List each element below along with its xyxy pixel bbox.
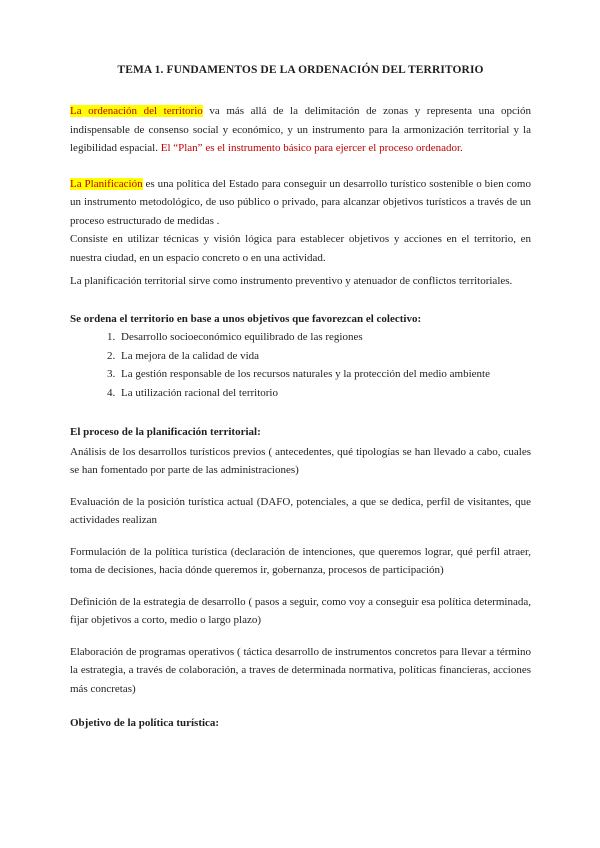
highlighted-phrase-ordenacion: La ordenación del territorio	[70, 105, 203, 117]
paragraph-consiste: Consiste en utilizar técnicas y visión lógica para establecer objetivos y acciones en el territorio, en nuestra ciudad, en un espacio concreto o en una actividad.	[70, 233, 531, 264]
objetivos-list	[70, 328, 531, 402]
paragraph-step-definicion: Definición de la estrategia de desarrollo ( pasos a seguir, como voy a conseguir esa política determinada, fijar objetivos a corto, medio o largo plazo)	[70, 595, 531, 626]
list-text: La utilización racional del territorio	[121, 386, 278, 399]
list-number: 1.	[107, 331, 116, 343]
heading-objetivos: Se ordena el territorio en base a unos objetivos que favorezcan el colectivo:	[70, 312, 422, 325]
list-item	[107, 328, 531, 347]
heading-objetivo-politica: Objetivo de la política turística:	[70, 717, 220, 729]
paragraph-ordenacion	[70, 102, 531, 158]
paragraph-text: es una política del Estado para conseguir un desarrollo turístico sostenible o bien como un instrumento metodológico, de uso público o privado, para alcanzar objetivos turísticos a través de un proceso estructurado de medidas .	[70, 177, 531, 227]
red-sentence-plan: El “Plan” es el instrumento básico para ejercer el proceso ordenador.	[160, 142, 463, 154]
heading-proceso: El proceso de la planificación territorial:	[70, 426, 261, 438]
list-number: 4.	[107, 386, 116, 399]
paragraph-step-evaluacion: Evaluación de la posición turística actual (DAFO, potenciales, a que se dedica, perfil de visitantes, que actividades realizan	[70, 495, 531, 526]
list-number: 2.	[107, 349, 116, 362]
paragraph-step-formulacion: Formulación de la política turística (declaración de intenciones, que queremos lograr, qué perfil atraer, toma de decisiones, hacia dónde queremos ir, gobernanza, procesos de participación)	[70, 545, 531, 576]
paragraph-planificacion	[70, 175, 531, 231]
highlighted-phrase-planificacion: La Planificación	[70, 177, 143, 190]
list-item	[107, 347, 531, 366]
list-text: Desarrollo socioeconómico equilibrado de las regiones	[121, 331, 363, 343]
list-item	[107, 365, 531, 384]
paragraph-text: va más allá de la delimitación de zonas y representa una opción indispensable de consenso social y económico, y un instrumento para la armonización territorial y la legibilidad espacial.	[70, 105, 531, 154]
paragraph-step-analisis: Análisis de los desarrollos turísticos previos ( antecedentes, qué tipologías se han llevado a cabo, cuales se han fomentado por parte de las administraciones)	[70, 445, 531, 476]
list-item	[107, 384, 531, 403]
paragraph-step-elaboracion: Elaboración de programas operativos ( táctica desarrollo de instrumentos concretos para llevar a término la estrategia, a través de colaboración, a traves de determinada normativa, políticas financieras, acciones más concretas)	[70, 645, 531, 695]
page-title: TEMA 1. FUNDAMENTOS DE LA ORDENACIÓN DEL TERRITORIO	[117, 64, 484, 76]
list-text: La gestión responsable de los recursos naturales y la protección del medio ambiente	[121, 368, 490, 380]
list-text: La mejora de la calidad de vida	[121, 349, 260, 362]
paragraph-sirve: La planificación territorial sirve como instrumento preventivo y atenuador de conflictos territoriales.	[70, 275, 513, 287]
list-number: 3.	[107, 368, 116, 380]
